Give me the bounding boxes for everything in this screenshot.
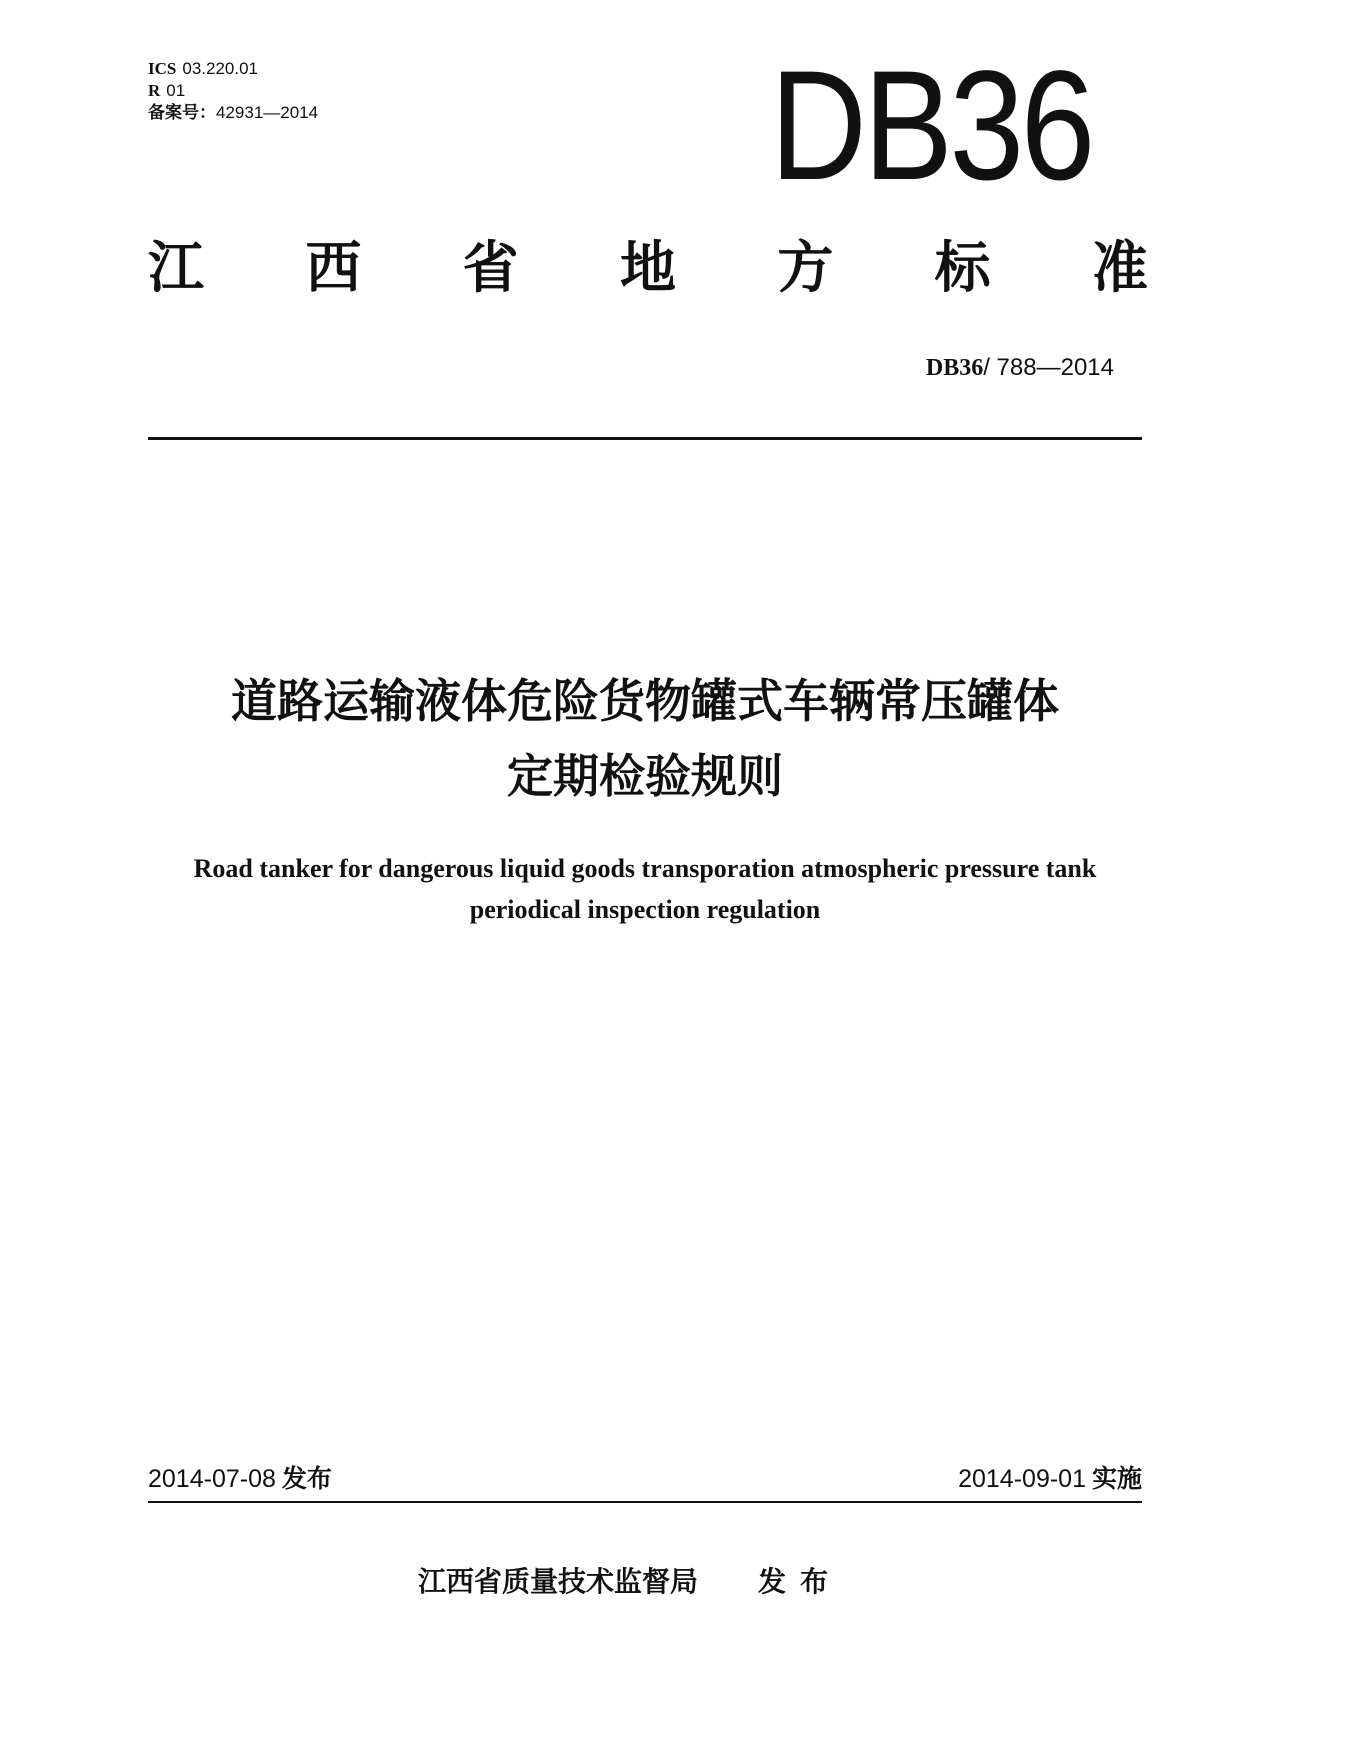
standard-number (926, 352, 1114, 383)
class-value: 01 (166, 81, 186, 100)
standard-title-char: 西 (305, 236, 362, 301)
filing-label: 备案号： (148, 103, 216, 123)
standard-title-char: 省 (462, 236, 519, 301)
english-title-line-2: periodical inspection regulation (469, 895, 821, 924)
chinese-title-line-1: 道路运输液体危险货物罐式车辆常压罐体 (231, 674, 1059, 728)
ics-key: ICS (148, 59, 177, 78)
filing-value: 42931—2014 (216, 103, 319, 122)
ics-code (148, 58, 318, 80)
effective-date-value: 2014-09-01 (958, 1465, 1086, 1493)
footer-divider (148, 1501, 1142, 1503)
document-metadata (148, 58, 318, 124)
publisher-name: 江西省质量技术监督局 (418, 1565, 699, 1598)
chinese-title-line-2: 定期检验规则 (507, 749, 783, 803)
standard-title-char: 方 (777, 236, 834, 301)
standard-title-char: 标 (934, 236, 991, 301)
publisher (418, 1564, 842, 1600)
effective-date (958, 1463, 1142, 1495)
header-divider (148, 437, 1142, 440)
standard-number-prefix: DB36 (925, 355, 984, 381)
issue-date (148, 1463, 332, 1495)
standard-number-rest: / 788—2014 (983, 354, 1114, 381)
standard-title (148, 234, 1148, 304)
ics-value: 03.220.01 (182, 59, 258, 78)
standard-title-char: 江 (148, 236, 204, 301)
classification-code (148, 80, 318, 102)
effective-date-label: 实施 (1091, 1464, 1142, 1493)
class-key: R (148, 81, 161, 100)
english-title-line-1: Road tanker for dangerous liquid goods transporation atmospheric pressure tank (193, 854, 1097, 883)
publisher-action: 发布 (758, 1565, 843, 1598)
db36-logo: DB36 (770, 39, 1092, 213)
issue-date-label: 发布 (281, 1464, 332, 1493)
issue-date-value: 2014-07-08 (148, 1465, 276, 1493)
standard-title-char: 地 (619, 236, 676, 301)
standard-title-char: 准 (1091, 236, 1148, 301)
filing-number (148, 102, 318, 124)
